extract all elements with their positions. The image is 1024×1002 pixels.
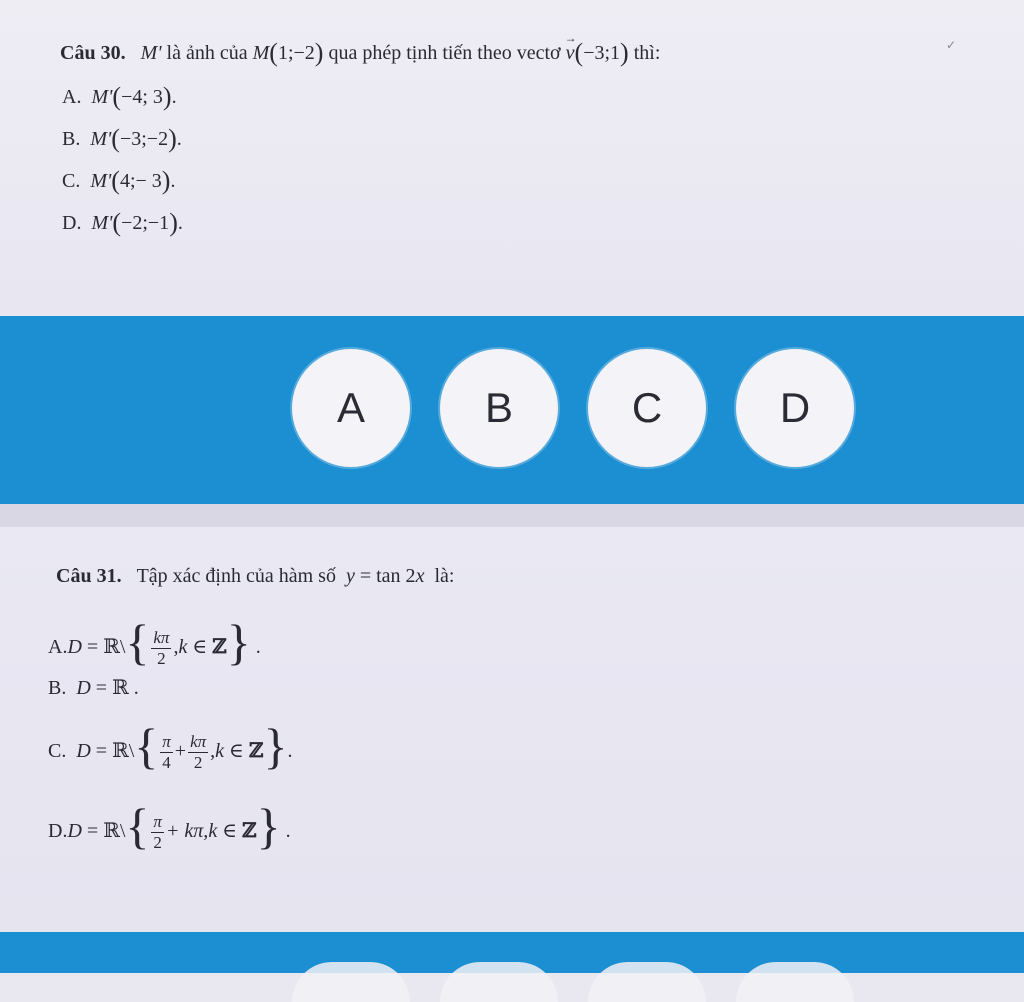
m-prime-symbol: M': [90, 170, 112, 192]
answer-button-peek[interactable]: [736, 962, 854, 1002]
q30-option-c: [62, 164, 175, 194]
fraction: [160, 732, 173, 773]
m-coords: 1;−2: [277, 42, 315, 64]
fraction: [151, 812, 164, 853]
k-symbol: k: [215, 740, 225, 762]
option-label: B.: [62, 128, 81, 150]
integer-set-symbol: ℤ: [248, 738, 264, 762]
paren-close: ): [161, 166, 171, 195]
q30-option-b: [62, 122, 182, 152]
eq-symbol: =: [95, 677, 108, 699]
fraction: [188, 732, 208, 773]
m-prime-symbol: M': [91, 212, 113, 234]
answer-c-button[interactable]: C: [588, 349, 706, 467]
in-symbol: ∈: [192, 636, 208, 658]
in-symbol: ∈: [222, 820, 238, 842]
question-30-stem: [60, 36, 660, 66]
stem-text: Tập xác định của hàm số: [136, 565, 336, 587]
question-31-stem: [56, 565, 454, 588]
paren-open: (: [111, 166, 120, 195]
option-end: .: [171, 86, 177, 108]
real-set-symbol: ℝ: [103, 818, 120, 842]
q30-option-a: [62, 80, 177, 110]
in-symbol: ∈: [229, 740, 244, 762]
answer-button-peek[interactable]: [440, 962, 558, 1002]
integer-set-symbol: ℤ: [212, 634, 227, 658]
stem-post: là:: [434, 565, 455, 587]
card-separator: [0, 504, 1024, 527]
question-30-title: Câu 30.: [60, 42, 126, 64]
brace-close: }: [263, 718, 288, 774]
brace-open: {: [134, 718, 159, 774]
paren-close: ): [162, 82, 172, 111]
func-y: y: [345, 565, 355, 587]
frac-den: 2: [153, 832, 162, 852]
paren-open: (: [574, 38, 584, 67]
paren-close: ): [314, 38, 324, 67]
q31-option-d: [48, 791, 291, 853]
answer-d-button[interactable]: D: [736, 349, 854, 467]
option-coords: −4; 3: [121, 86, 163, 108]
option-coords: 4;− 3: [119, 170, 162, 192]
q31-option-b: [48, 675, 139, 700]
answer-a-button[interactable]: A: [292, 349, 410, 467]
integer-set-symbol: ℤ: [242, 818, 257, 842]
set-minus: \: [128, 740, 135, 762]
paren-open: (: [112, 82, 122, 111]
vector-v-symbol: v →: [566, 42, 575, 65]
option-end: .: [176, 128, 182, 150]
brace-open: {: [125, 614, 150, 670]
stem-text-3: thì:: [633, 42, 661, 64]
frac-den: 4: [162, 752, 171, 772]
set-minus: \: [119, 636, 126, 658]
func-eq: = tan 2: [359, 565, 416, 587]
frac-den: 2: [157, 648, 166, 668]
paren-close: ): [169, 208, 178, 237]
d-symbol: D: [67, 820, 82, 842]
k-symbol: k: [178, 636, 188, 658]
frac-num: π: [162, 731, 171, 751]
frac-num: kπ: [153, 627, 170, 647]
brace-open: {: [125, 798, 150, 854]
stem-text-1: là ảnh của: [166, 42, 248, 64]
func-x: x: [415, 565, 425, 587]
answer-b-button[interactable]: B: [440, 349, 558, 467]
paren-open: (: [111, 124, 120, 153]
q31-option-a: A.D = ℝ\{ $\frac{k\pi}{2}$ ,k ∈ ℤ} .: [48, 614, 261, 670]
eq-symbol: =: [86, 820, 99, 842]
m-prime-symbol: M': [91, 86, 113, 108]
question-31-title: Câu 31.: [56, 565, 122, 587]
paren-close: ): [168, 124, 177, 153]
option-end: .: [285, 820, 291, 842]
d-symbol: D: [76, 740, 91, 762]
q31-option-c: C. D = ℝ\{ $\frac{\pi}{4}$ + $\frac{k\pi}{2}$ ,k ∈ ℤ}.: [48, 718, 293, 774]
eq-symbol: =: [86, 636, 99, 658]
question-30-card: [0, 0, 1024, 316]
answer-button-peek[interactable]: [292, 962, 410, 1002]
option-end: .: [133, 677, 139, 699]
option-label: C.: [48, 740, 67, 762]
option-end: .: [255, 636, 261, 658]
d-symbol: D: [76, 677, 91, 699]
plus-k-pi: + kπ,: [165, 820, 209, 842]
option-end: .: [177, 212, 183, 234]
question-31-card: [0, 527, 1024, 932]
option-label: B.: [48, 677, 67, 699]
paren-open: (: [112, 208, 122, 237]
stem-text-2: qua phép tịnh tiến theo vectơ: [328, 42, 561, 64]
real-set-symbol: ℝ: [112, 675, 129, 699]
m-prime-symbol: M': [90, 128, 112, 150]
option-label: D.: [48, 820, 68, 842]
option-end: .: [170, 170, 176, 192]
answer-button-bar: [0, 316, 1024, 504]
plus-symbol: +: [174, 740, 187, 762]
eq-symbol: =: [95, 740, 108, 762]
paren-open: (: [269, 38, 278, 67]
real-set-symbol: ℝ: [112, 738, 129, 762]
vector-coords: −3;1: [583, 42, 621, 64]
frac-num: kπ: [190, 731, 207, 751]
d-symbol: D: [67, 636, 82, 658]
brace-close: }: [226, 614, 251, 670]
k-symbol: k: [208, 820, 218, 842]
m-symbol: M: [252, 42, 270, 64]
brace-close: }: [256, 798, 281, 854]
frac-num: π: [153, 811, 162, 831]
corner-mark-icon: ✓: [946, 38, 957, 52]
answer-button-peek[interactable]: [588, 962, 706, 1002]
paren-close: ): [620, 38, 629, 67]
set-minus: \: [119, 820, 126, 842]
option-label: C.: [62, 170, 81, 192]
fraction: [151, 628, 171, 669]
real-set-symbol: ℝ: [103, 634, 120, 658]
m-prime-symbol: M': [140, 42, 162, 64]
q30-option-d: [62, 206, 183, 236]
option-end: .: [287, 740, 293, 762]
option-coords: −2;−1: [121, 212, 170, 234]
option-coords: −3;−2: [119, 128, 169, 150]
option-label: D.: [62, 212, 82, 234]
option-label: A.: [62, 86, 82, 108]
frac-den: 2: [193, 752, 203, 772]
option-label: A.: [48, 636, 68, 658]
